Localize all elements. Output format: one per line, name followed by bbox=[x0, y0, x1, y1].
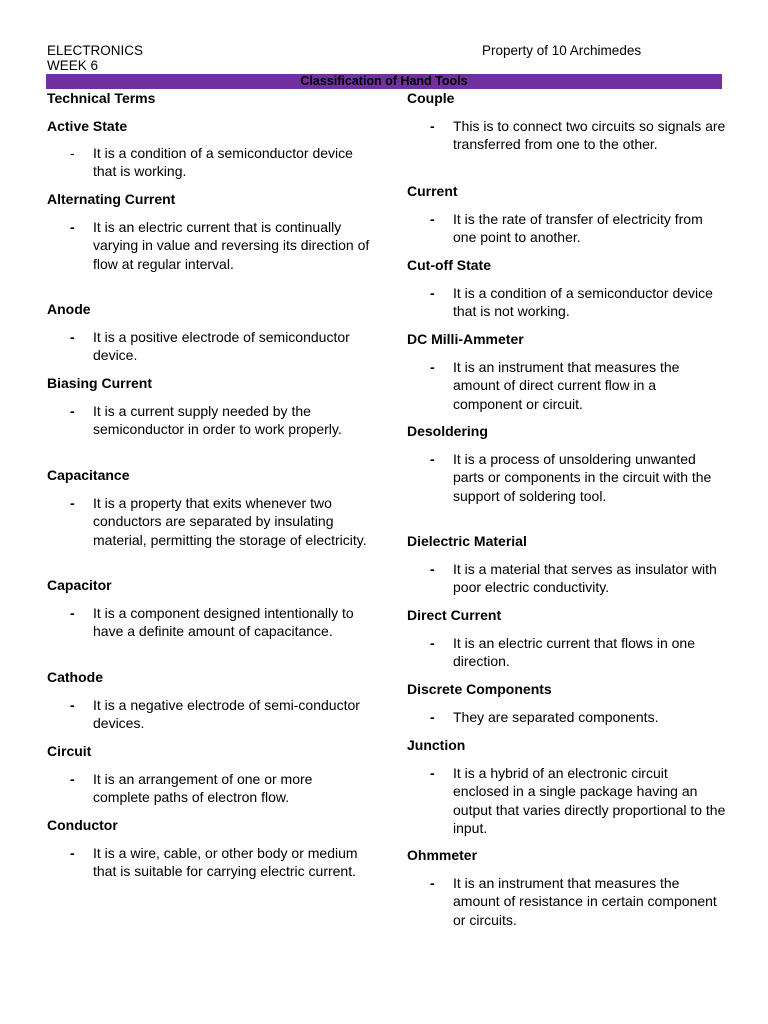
definition-text: It is a negative electrode of semi-conductor devices. bbox=[93, 697, 360, 732]
term-definition bbox=[407, 764, 727, 846]
bullet-dash: - bbox=[70, 495, 75, 511]
definition-text: It is a property that exits whenever two conductors are separated by insulating material, permitting the storage of electricity. bbox=[93, 495, 367, 548]
bullet-dash: - bbox=[70, 697, 75, 713]
bullet-dash: - bbox=[430, 285, 435, 301]
definition-text: It is a wire, cable, or other body or medium that is suitable for carrying electric current. bbox=[93, 845, 358, 880]
term-heading: Circuit bbox=[47, 743, 92, 759]
term-heading: Alternating Current bbox=[47, 191, 176, 207]
term-definition bbox=[47, 770, 372, 816]
definition-text: It is a material that serves as insulator with poor electric conductivity. bbox=[453, 561, 717, 596]
definition-text: They are separated components. bbox=[453, 709, 659, 725]
term-heading: Couple bbox=[407, 90, 455, 106]
bullet-dash: - bbox=[430, 635, 435, 651]
term-definition bbox=[47, 402, 372, 466]
term-heading: Cathode bbox=[47, 669, 103, 685]
bullet-dash: - bbox=[430, 118, 435, 134]
bullet-dash: - bbox=[430, 765, 435, 781]
term-definition bbox=[407, 560, 727, 606]
term-heading: Active State bbox=[47, 118, 128, 134]
bullet-dash: - bbox=[70, 219, 75, 235]
term-heading: Ohmmeter bbox=[407, 847, 478, 863]
term-heading: Capacitor bbox=[47, 577, 112, 593]
bullet-dash: - bbox=[430, 561, 435, 577]
definition-text: It is a hybrid of an electronic circuit enclosed in a single package having an output that varies directly proportional to the input. bbox=[453, 765, 726, 836]
definition-text: It is the rate of transfer of electricity from one point to another. bbox=[453, 211, 703, 246]
term-definition bbox=[407, 210, 727, 256]
bullet-dash: - bbox=[70, 605, 75, 621]
term-definition bbox=[47, 494, 372, 576]
definition-text: It is an instrument that measures the amount of direct current flow in a component or circuit. bbox=[453, 359, 680, 412]
term-definition bbox=[407, 450, 727, 532]
term-heading: Discrete Components bbox=[407, 681, 552, 697]
term-definition bbox=[47, 328, 372, 374]
term-definition bbox=[47, 604, 372, 668]
definition-text: It is an instrument that measures the amount of resistance in certain component or circuits. bbox=[453, 875, 717, 928]
bullet-dash: - bbox=[70, 771, 75, 787]
term-definition bbox=[407, 117, 727, 182]
definition-text: It is an arrangement of one or more complete paths of electron flow. bbox=[93, 771, 313, 806]
ownership-label: Property of 10 Archimedes bbox=[482, 43, 642, 58]
bullet-dash: - bbox=[70, 329, 75, 345]
header-course-info bbox=[47, 43, 143, 73]
term-heading: Anode bbox=[47, 301, 91, 317]
term-definition bbox=[407, 708, 727, 736]
term-heading: Dielectric Material bbox=[407, 533, 527, 549]
term-heading: Biasing Current bbox=[47, 375, 153, 391]
bullet-dash: - bbox=[430, 709, 435, 725]
bullet-dash: - bbox=[70, 403, 75, 419]
term-definition bbox=[47, 696, 372, 742]
term-definition bbox=[47, 844, 372, 908]
term-heading: Direct Current bbox=[407, 607, 502, 623]
term-definition bbox=[47, 218, 372, 300]
definition-text: It is a process of unsoldering unwanted parts or components in the circuit with the support of soldering tool. bbox=[453, 451, 712, 504]
left-column bbox=[47, 89, 372, 908]
bullet-dash: - bbox=[70, 145, 75, 161]
definition-text: This is to connect two circuits so signals are transferred from one to the other. bbox=[453, 118, 726, 153]
bullet-dash: - bbox=[430, 451, 435, 467]
section-banner: Classification of Hand Tools bbox=[46, 74, 722, 89]
definition-text: It is a positive electrode of semiconductor device. bbox=[93, 329, 350, 364]
term-heading: Conductor bbox=[47, 817, 118, 833]
term-heading: Junction bbox=[407, 737, 466, 753]
right-column bbox=[407, 89, 727, 938]
term-heading: Capacitance bbox=[47, 467, 130, 483]
term-definition bbox=[407, 634, 727, 680]
bullet-dash: - bbox=[430, 211, 435, 227]
bullet-dash: - bbox=[430, 875, 435, 891]
bullet-dash: - bbox=[430, 359, 435, 375]
term-heading: Desoldering bbox=[407, 423, 488, 439]
definition-text: It is a component designed intentionally to have a definite amount of capacitance. bbox=[93, 605, 354, 640]
week-label: WEEK 6 bbox=[47, 58, 99, 73]
course-title: ELECTRONICS bbox=[47, 43, 144, 58]
term-definition bbox=[47, 144, 372, 190]
bullet-dash: - bbox=[70, 845, 75, 861]
definition-text: It is a current supply needed by the semiconductor in order to work properly. bbox=[93, 403, 342, 438]
term-definition bbox=[407, 358, 727, 422]
term-heading: DC Milli-Ammeter bbox=[407, 331, 524, 347]
definition-text: It is an electric current that is continually varying in value and reversing its direction of flow at regular interval. bbox=[93, 219, 370, 272]
definition-text: It is an electric current that flows in one direction. bbox=[453, 635, 695, 670]
section-heading: Technical Terms bbox=[47, 90, 156, 106]
definition-text: It is a condition of a semiconductor device that is not working. bbox=[453, 285, 713, 320]
term-definition bbox=[407, 874, 727, 938]
definition-text: It is a condition of a semiconductor device that is working. bbox=[93, 145, 353, 180]
term-heading: Current bbox=[407, 183, 458, 199]
term-definition bbox=[407, 284, 727, 330]
term-heading: Cut-off State bbox=[407, 257, 491, 273]
